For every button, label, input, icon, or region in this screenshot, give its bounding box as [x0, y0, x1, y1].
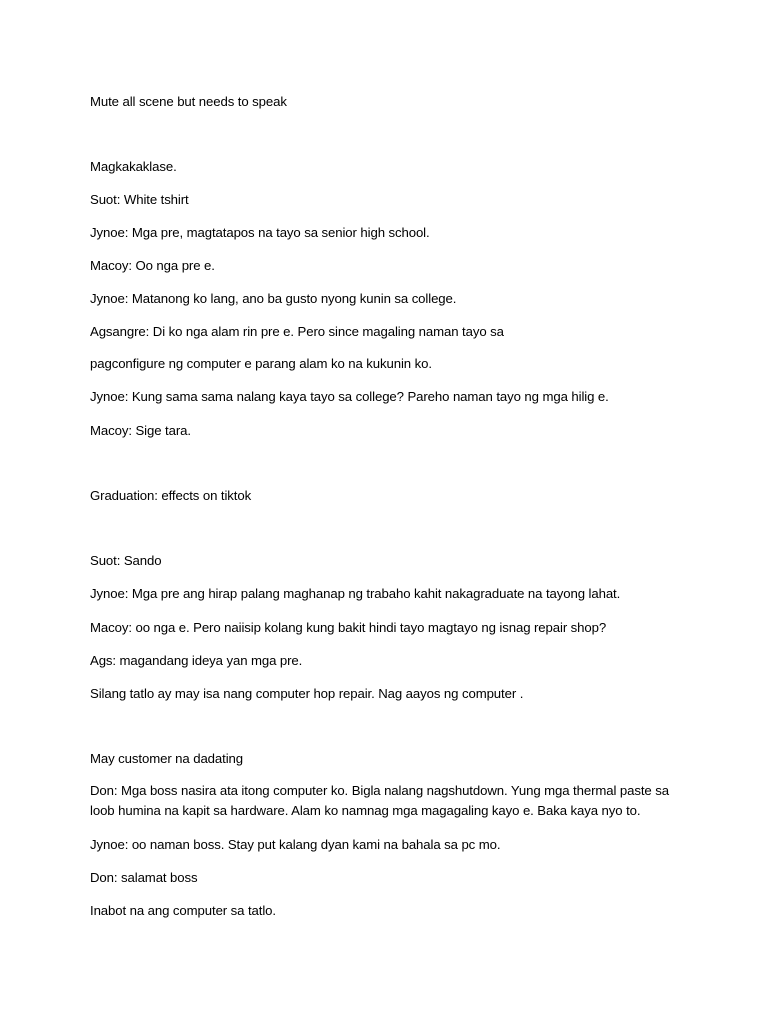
script-line: Agsangre: Di ko nga alam rin pre e. Pero since magaling naman tayo sa [90, 324, 504, 339]
script-line: loob humina na kapit sa hardware. Alam ko namnag mga magagaling kayo e. Baka kaya nyo to. [90, 803, 641, 818]
script-line: Jynoe: oo naman boss. Stay put kalang dyan kami na bahala sa pc mo. [90, 837, 501, 852]
script-line: Suot: White tshirt [90, 192, 189, 207]
script-line: Mute all scene but needs to speak [90, 94, 287, 109]
script-line: Don: Mga boss nasira ata itong computer ko. Bigla nalang nagshutdown. Yung mga thermal paste sa [90, 783, 669, 798]
script-line: Silang tatlo ay may isa nang computer hop repair. Nag aayos ng computer . [90, 686, 524, 701]
script-line: Suot: Sando [90, 553, 162, 568]
script-line: pagconfigure ng computer e parang alam ko na kukunin ko. [90, 356, 432, 371]
script-line: Jynoe: Matanong ko lang, ano ba gusto nyong kunin sa college. [90, 291, 457, 306]
script-line: Ags: magandang ideya yan mga pre. [90, 653, 303, 668]
script-line: Inabot na ang computer sa tatlo. [90, 903, 276, 918]
script-line: May customer na dadating [90, 751, 244, 766]
script-line: Jynoe: Kung sama sama nalang kaya tayo sa college? Pareho naman tayo ng mga hilig e. [90, 389, 609, 404]
script-line: Jynoe: Mga pre ang hirap palang maghanap ng trabaho kahit nakagraduate na tayong lahat. [90, 586, 621, 601]
script-line: Don: salamat boss [90, 870, 198, 885]
script-line: Macoy: Oo nga pre e. [90, 258, 215, 273]
script-line: Macoy: oo nga e. Pero naiisip kolang kung bakit hindi tayo magtayo ng isnag repair shop? [90, 620, 607, 635]
script-line: Macoy: Sige tara. [90, 423, 191, 438]
script-line: Jynoe: Mga pre, magtatapos na tayo sa senior high school. [90, 225, 430, 240]
script-line: Graduation: effects on tiktok [90, 488, 252, 503]
script-line: Magkakaklase. [90, 159, 177, 174]
